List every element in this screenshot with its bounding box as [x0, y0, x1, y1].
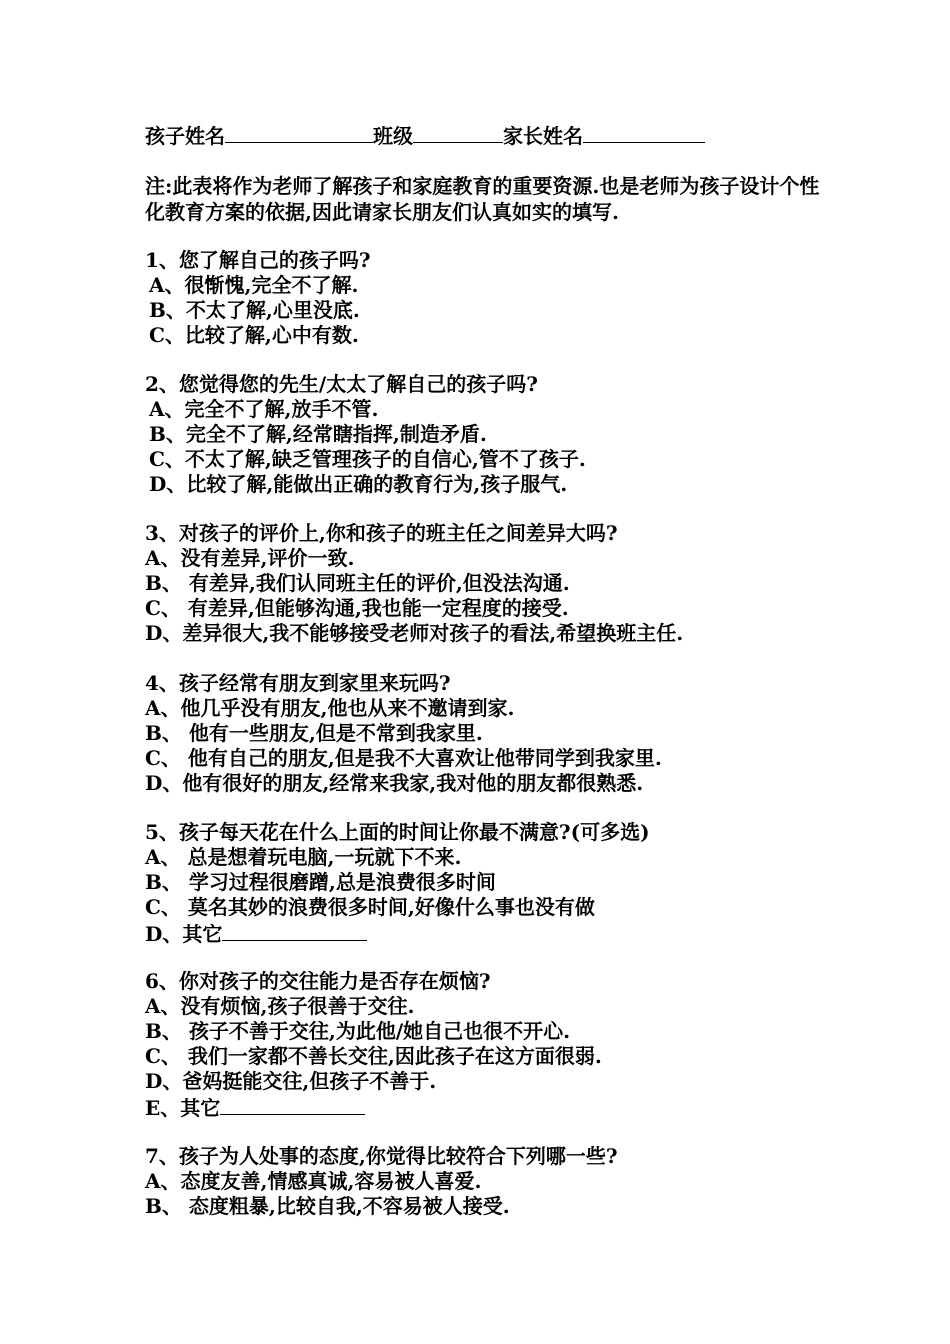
option: C、比较了解,心中有数.: [149, 323, 359, 347]
header-line: [145, 122, 705, 150]
question-title: 4、孩子经常有朋友到家里来玩吗?: [145, 671, 451, 695]
option: D、差异很大,我不能够接受老师对孩子的看法,希望换班主任.: [145, 621, 684, 645]
option: C、 我们一家都不善长交往,因此孩子在这方面很弱.: [145, 1044, 602, 1068]
option: A、他几乎没有朋友,他也从来不邀请到家.: [145, 696, 515, 720]
option: D、他有很好的朋友,经常来我家,我对他的朋友都很熟悉.: [145, 771, 644, 795]
option: B、 有差异,我们认同班主任的评价,但没法沟通.: [145, 571, 570, 595]
question-title: 5、孩子每天花在什么上面的时间让你最不满意?(可多选): [145, 820, 650, 844]
option: A、很惭愧,完全不了解.: [149, 273, 359, 297]
option: A、态度友善,情感真诚,容易被人喜爱.: [145, 1169, 482, 1193]
option: C、 莫名其妙的浪费很多时间,好像什么事也没有做: [145, 895, 595, 919]
question-1: [145, 248, 845, 348]
parent-name-label: 家长姓名: [503, 124, 583, 148]
option-other: [145, 1094, 845, 1121]
question-4: [145, 671, 845, 796]
question-3: [145, 521, 845, 646]
option-other: [145, 920, 845, 947]
question-6: [145, 969, 845, 1121]
option: A、完全不了解,放手不管.: [149, 397, 379, 421]
parent-name-blank[interactable]: [583, 122, 705, 143]
question-title: 3、对孩子的评价上,你和孩子的班主任之间差异大吗?: [145, 521, 618, 545]
option: D、爸妈挺能交往,但孩子不善于.: [145, 1069, 437, 1093]
option-other-label: D、其它: [145, 922, 223, 946]
question-2: [145, 372, 845, 497]
option: A、没有烦恼,孩子很善于交往.: [145, 994, 415, 1018]
option: A、没有差异,评价一致.: [145, 546, 355, 570]
option: C、不太了解,缺乏管理孩子的自信心,管不了孩子.: [149, 447, 586, 471]
class-label: 班级: [373, 124, 413, 148]
option: B、 学习过程很磨蹭,总是浪费很多时间: [145, 870, 496, 894]
question-title: 6、你对孩子的交往能力是否存在烦恼?: [145, 969, 491, 993]
class-blank[interactable]: [413, 122, 503, 143]
option: A、 总是想着玩电脑,一玩就下不来.: [145, 845, 462, 869]
option: B、 态度粗暴,比较自我,不容易被人接受.: [145, 1194, 510, 1218]
option: B、不太了解,心里没底.: [149, 298, 360, 322]
option: C、 有差异,但能够沟通,我也能一定程度的接受.: [145, 596, 569, 620]
other-blank[interactable]: [220, 1094, 365, 1115]
option-other-label: E、其它: [145, 1096, 221, 1120]
question-7: [145, 1144, 845, 1219]
option: B、 他有一些朋友,但是不常到我家里.: [145, 721, 483, 745]
option: B、完全不了解,经常瞎指挥,制造矛盾.: [149, 422, 487, 446]
option: C、 他有自己的朋友,但是我不大喜欢让他带同学到我家里.: [145, 746, 662, 770]
note-paragraph: 注:此表将作为老师了解孩子和家庭教育的重要资源.也是老师为孩子设计个性化教育方案的依据,因此请家长朋友们认真如实的填写.: [145, 174, 820, 224]
other-blank[interactable]: [222, 920, 367, 941]
question-title: 1、您了解自己的孩子吗?: [145, 248, 371, 272]
question-title: 7、孩子为人处事的态度,你觉得比较符合下列哪一些?: [145, 1144, 618, 1168]
question-title: 2、您觉得您的先生/太太了解自己的孩子吗?: [145, 372, 538, 396]
option: D、比较了解,能做出正确的教育行为,孩子服气.: [149, 472, 568, 496]
child-name-blank[interactable]: [225, 122, 373, 143]
question-5: [145, 820, 845, 947]
child-name-label: 孩子姓名: [145, 124, 225, 148]
option: B、 孩子不善于交往,为此他/她自己也很不开心.: [145, 1019, 571, 1043]
